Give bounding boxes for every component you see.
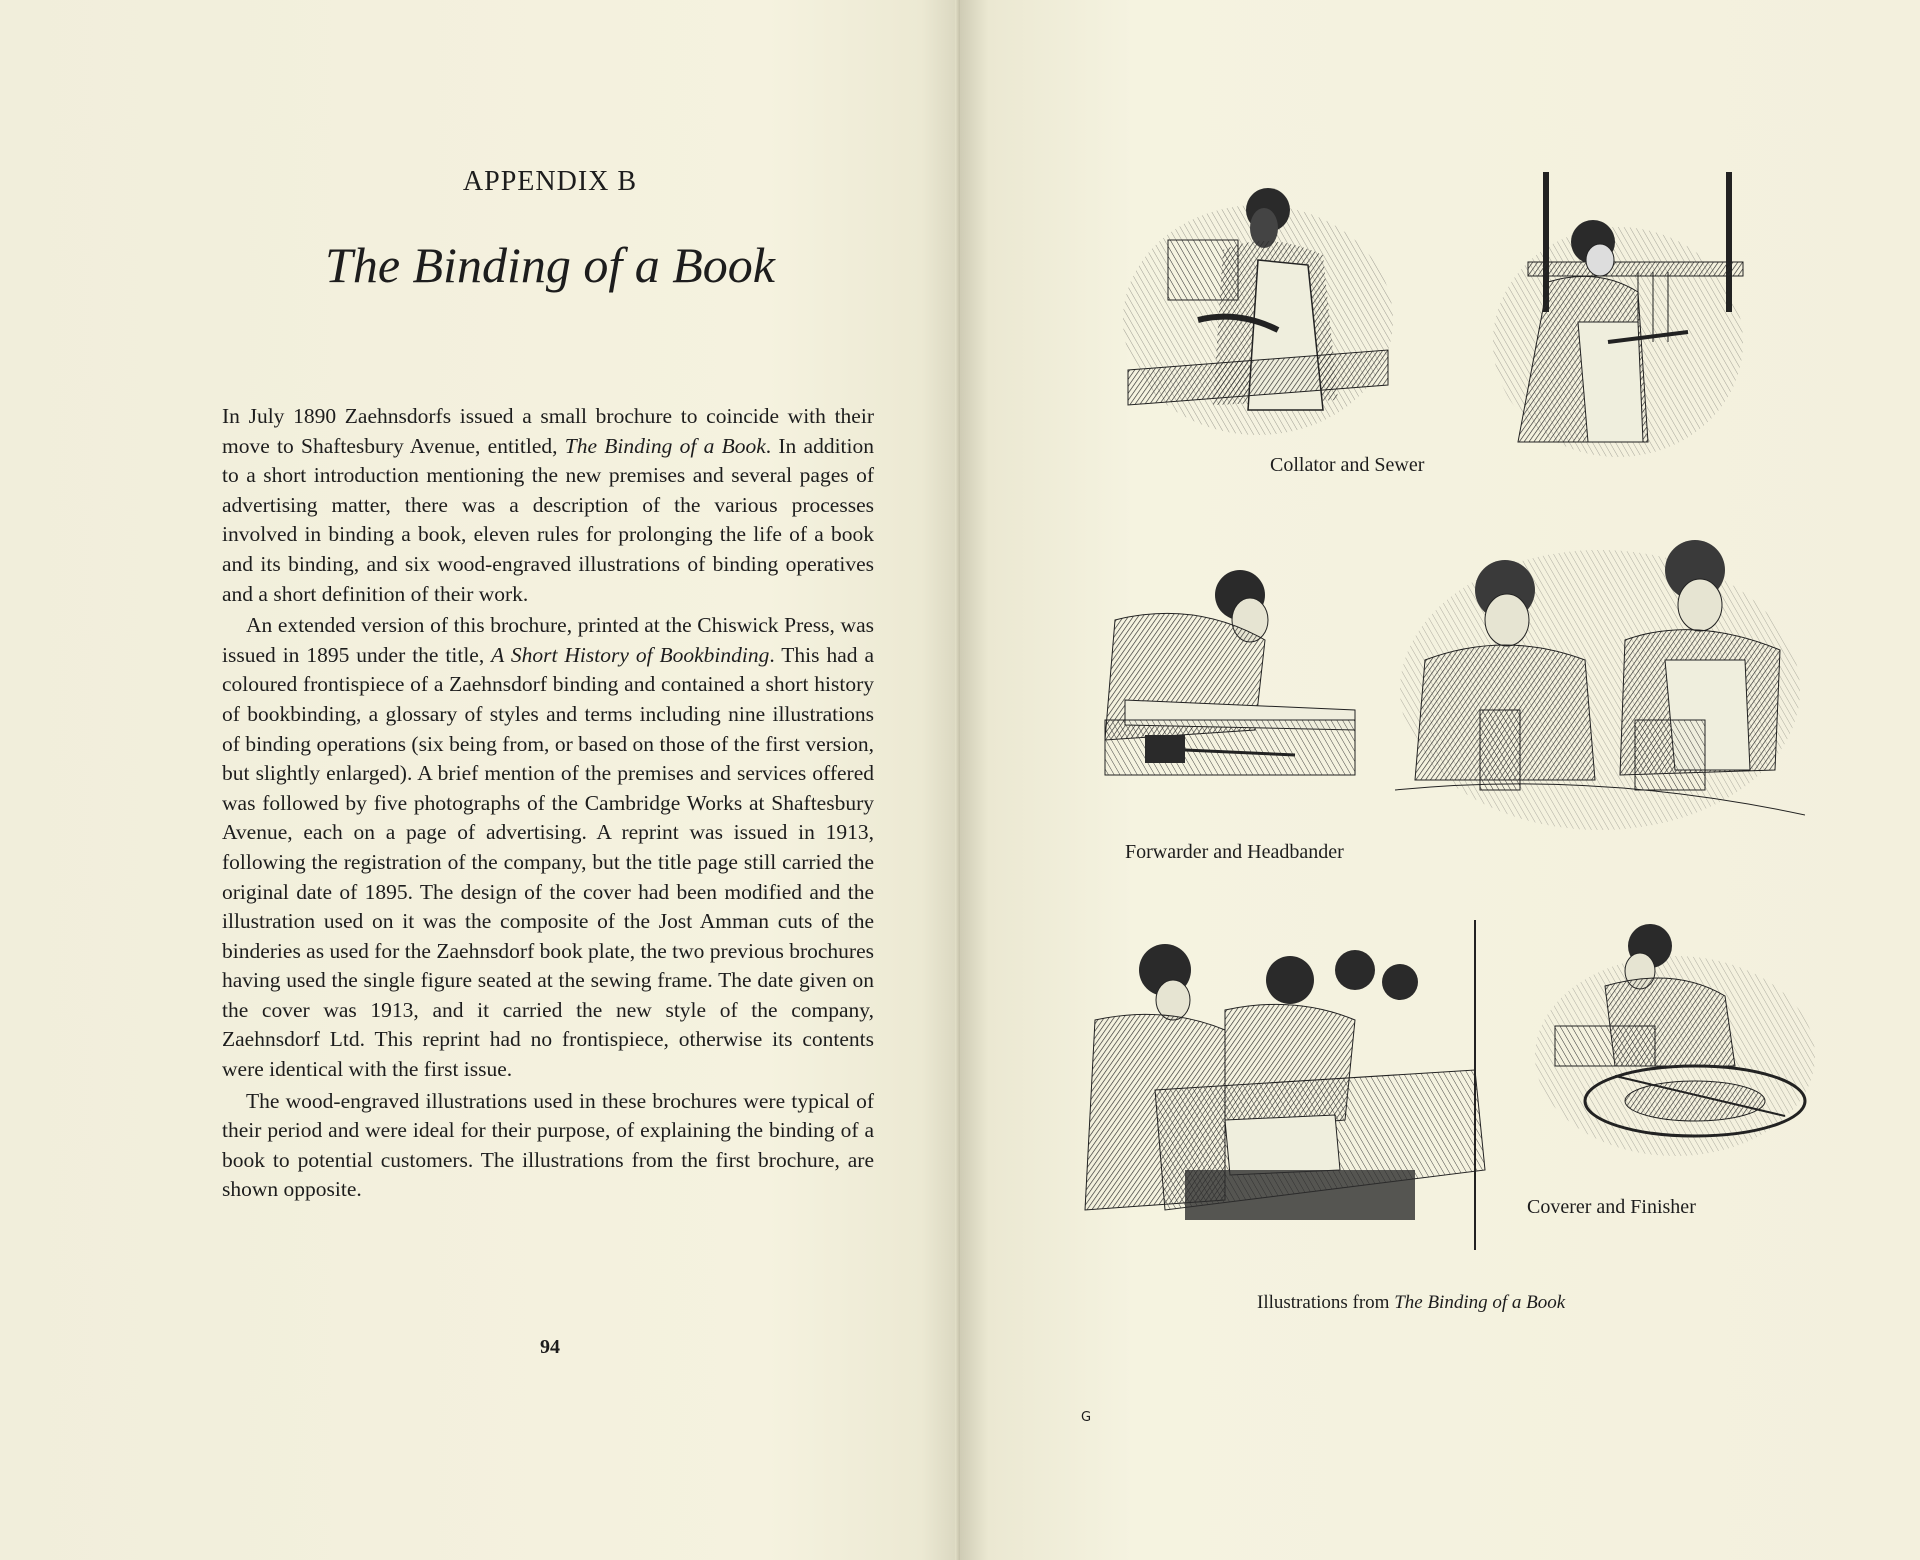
paragraph-1 — [222, 402, 874, 609]
paragraph-1-book-title: The Binding of a Book — [564, 433, 766, 458]
coverer-engraving — [1055, 920, 1495, 1250]
appendix-heading: APPENDIX B — [462, 166, 638, 197]
collator-engraving — [1118, 170, 1398, 440]
paragraph-2-book-title: A Short History of Bookbinding — [491, 642, 770, 667]
forwarder-engraving — [1065, 560, 1365, 790]
figure-caption — [1257, 1292, 1565, 1314]
paragraph-2-rest: . This had a coloured frontispiece of a Zaehnsdorf binding and contained a short history of bookbinding, a glossary of styles and terms including nine illustrations of binding operations (six being from, or based on those of the first version, but slightly enlarged). A brief mention of the premises and services offered was followed by five photographs of the Cambridge Works at Shaftesbury Avenue, each on a page of advertising. A reprint was issued in 1913, following the registration of the company, but the title page still carried the original date of 1895. The design of the cover had been modified and the illustration used on it was the composite of the Jost Amman cuts of the binderies as used for the Zaehnsdorf book plate, the two previous brochures having used the single figure seated at the sewing frame. The date given on the cover was 1913, and it carried the new style of the company, Zaehnsdorf Ltd. This reprint had no frontispiece, otherwise its contents were identical with the first issue. — [222, 642, 874, 1082]
paragraph-2-text: An extended version of this brochure, printed at the Chiswick Press, was issued in 1895 under the title, — [222, 613, 874, 667]
paragraph-1-rest: . In addition to a short introduction mentioning the new premises and several pages of advertising matter, there was a description of the various processes involved in binding a book, eleven rules for prolonging the life of a book and its binding, and six wood-engraved illustrations of binding operatives and a short definition of their work. — [222, 433, 874, 606]
body-text — [222, 402, 874, 1205]
paragraph-3: The wood-engraved illustrations used in these brochures were typical of their period and were ideal for their purpose, of explaining the binding of a book to potential customers. The illustrations from the first brochure, are shown opposite. — [222, 1088, 874, 1202]
headbander-engraving — [1395, 530, 1805, 830]
caption-forwarder-headbander: Forwarder and Headbander — [1125, 841, 1344, 863]
figure-caption-prefix: Illustrations from — [1257, 1292, 1395, 1313]
caption-coverer-finisher: Coverer and Finisher — [1527, 1196, 1696, 1218]
signature-mark: G — [1081, 1410, 1092, 1425]
sewer-engraving — [1488, 172, 1748, 462]
figure-caption-title: The Binding of a Book — [1394, 1292, 1566, 1313]
paragraph-1-text: In July 1890 Zaehnsdorfs issued a small brochure to coincide with their move to Shaftesbury Avenue, entitled, — [222, 404, 874, 458]
page-number: 94 — [540, 1336, 560, 1358]
chapter-title: The Binding of a Book — [325, 237, 775, 293]
paragraph-2 — [222, 611, 874, 1085]
finisher-engraving — [1525, 916, 1825, 1166]
caption-collator-sewer: Collator and Sewer — [1270, 454, 1425, 476]
